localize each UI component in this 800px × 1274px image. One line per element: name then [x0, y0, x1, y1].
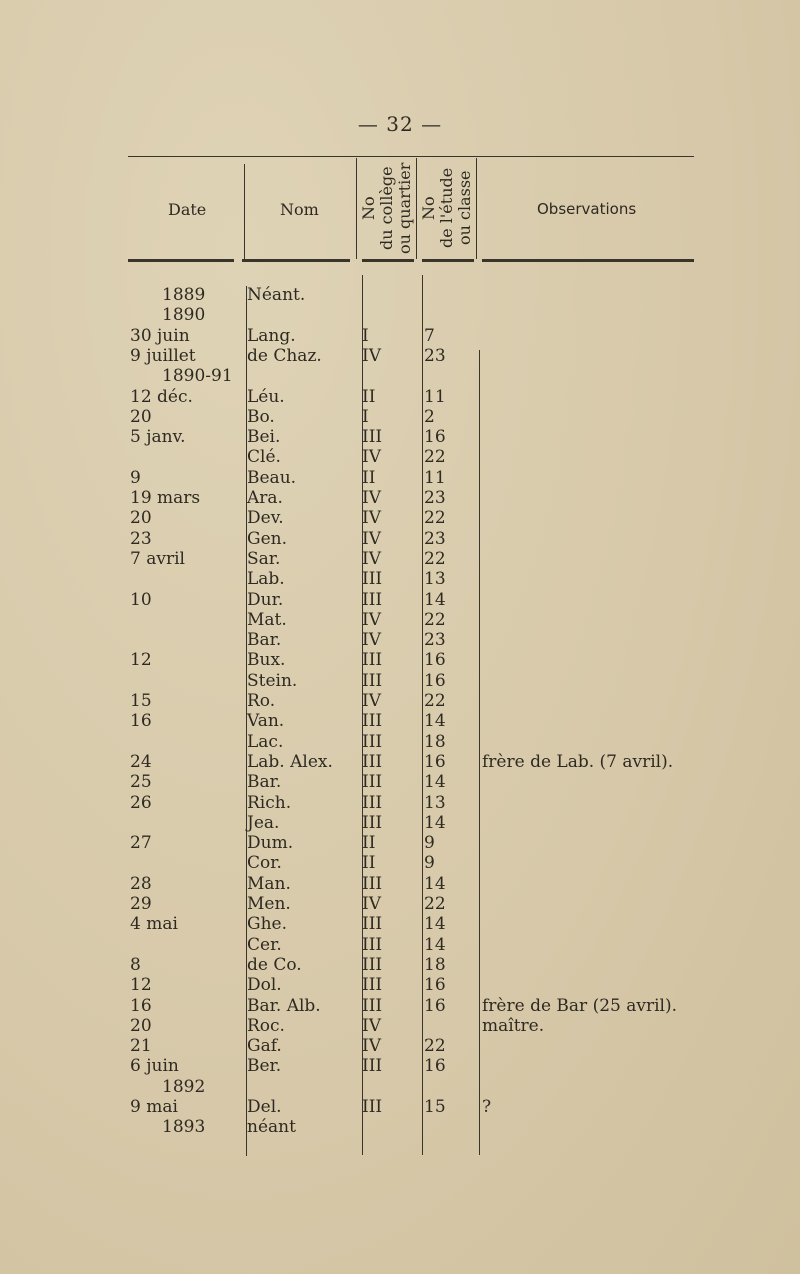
college-cell: III: [362, 569, 383, 590]
college-cell: III: [362, 975, 383, 996]
column-divider: [244, 164, 245, 259]
college-cell: III: [362, 995, 383, 1016]
table-row: [0, 305, 800, 326]
nom-cell: Bar. Alb.: [247, 995, 321, 1016]
nom-cell: Ara.: [247, 488, 283, 508]
date-cell: 16: [130, 711, 152, 732]
table-row: [0, 468, 800, 489]
header-nom: Nom: [280, 200, 319, 219]
college-cell: III: [362, 772, 383, 793]
college-cell: IV: [362, 447, 381, 468]
table-row: [0, 549, 800, 570]
nom-cell: Roc.: [247, 1015, 285, 1036]
classe-cell: 23: [424, 488, 446, 508]
date-cell: 28: [130, 873, 152, 894]
classe-cell: 23: [424, 630, 446, 651]
table-row: [0, 996, 800, 1017]
date-cell: 4 mai: [130, 914, 178, 935]
date-cell: 10: [130, 589, 152, 610]
page-number: — 32 —: [357, 112, 443, 136]
classe-cell: 16: [424, 995, 446, 1016]
college-cell: III: [362, 934, 383, 955]
table-row: [0, 387, 800, 408]
nom-cell: Léu.: [247, 386, 285, 407]
classe-cell: 22: [424, 691, 446, 711]
date-cell: 12 déc.: [130, 386, 193, 407]
college-cell: IV: [362, 508, 381, 529]
classe-cell: 22: [424, 548, 446, 569]
nom-cell: Sar.: [247, 548, 281, 569]
nom-cell: Stein.: [247, 670, 298, 691]
date-cell: 27: [130, 833, 152, 854]
header-bottom-rule: [362, 259, 414, 262]
date-cell: 23: [130, 528, 152, 549]
nom-cell: Van.: [247, 711, 285, 732]
nom-cell: Bux.: [247, 650, 286, 671]
observations-cell: maître.: [482, 1015, 545, 1036]
date-cell: 9 juillet: [130, 345, 196, 366]
date-cell: 12: [130, 650, 152, 671]
college-cell: IV: [362, 1015, 381, 1036]
table-row: [0, 793, 800, 814]
date-cell: 25: [130, 772, 152, 793]
date-cell: 9 mai: [130, 1097, 178, 1117]
college-cell: III: [362, 792, 383, 813]
nom-cell: Ber.: [247, 1056, 282, 1077]
classe-cell: 16: [424, 670, 446, 691]
date-cell: 26: [130, 792, 152, 813]
nom-cell: Lang.: [247, 325, 296, 346]
table-row: [0, 1036, 800, 1057]
classe-cell: 9: [424, 853, 435, 874]
table-row: [0, 691, 800, 712]
table-row: [0, 732, 800, 753]
table-row: [0, 1077, 800, 1098]
classe-cell: 13: [424, 792, 446, 813]
nom-cell: Ghe.: [247, 914, 287, 935]
column-divider: [356, 158, 357, 259]
nom-cell: néant: [247, 1117, 296, 1138]
table-row: [0, 529, 800, 550]
table-row: [0, 1117, 800, 1138]
college-cell: II: [362, 386, 376, 407]
classe-cell: 15: [424, 1097, 446, 1117]
college-cell: II: [362, 833, 376, 854]
table-row: [0, 813, 800, 834]
nom-cell: Gaf.: [247, 1036, 282, 1057]
classe-cell: 14: [424, 589, 446, 610]
nom-cell: Bar.: [247, 772, 282, 793]
nom-cell: Mat.: [247, 609, 287, 630]
table-row: [0, 975, 800, 996]
classe-cell: 18: [424, 954, 446, 975]
header-college: No du collège ou quartier: [359, 162, 414, 254]
table-row: [0, 752, 800, 773]
nom-cell: Del.: [247, 1097, 282, 1117]
table-row: [0, 407, 800, 428]
college-cell: IV: [362, 609, 381, 630]
date-cell: 5 janv.: [130, 427, 186, 448]
college-cell: III: [362, 1056, 383, 1077]
college-cell: II: [362, 853, 376, 874]
classe-cell: 11: [424, 386, 446, 407]
classe-cell: 22: [424, 609, 446, 630]
college-cell: IV: [362, 345, 381, 366]
table-row: [0, 671, 800, 692]
table-row: [0, 650, 800, 671]
nom-cell: Dur.: [247, 589, 284, 610]
classe-cell: 14: [424, 914, 446, 935]
classe-cell: 16: [424, 427, 446, 448]
classe-cell: 11: [424, 467, 446, 488]
table-row: [0, 366, 800, 387]
college-cell: III: [362, 670, 383, 691]
classe-cell: 23: [424, 528, 446, 549]
table-row: [0, 508, 800, 529]
table-row: [0, 1016, 800, 1037]
nom-cell: Men.: [247, 894, 291, 914]
college-cell: III: [362, 650, 383, 671]
observations-cell: frère de Bar (25 avril).: [482, 995, 678, 1016]
nom-cell: de Co.: [247, 954, 302, 975]
college-cell: IV: [362, 528, 381, 549]
observations-cell: ?: [482, 1097, 492, 1117]
classe-cell: 18: [424, 731, 446, 752]
college-cell: III: [362, 427, 383, 448]
nom-cell: Ro.: [247, 691, 276, 711]
table-row: [0, 326, 800, 347]
college-cell: III: [362, 914, 383, 935]
college-cell: II: [362, 467, 376, 488]
date-cell: 8: [130, 954, 141, 975]
table-row: [0, 630, 800, 651]
nom-cell: Bei.: [247, 427, 281, 448]
table-row: [0, 427, 800, 448]
table-row: [0, 447, 800, 468]
date-cell: 1890-91: [162, 366, 233, 387]
college-cell: III: [362, 589, 383, 610]
classe-cell: 2: [424, 406, 435, 427]
date-cell: 24: [130, 751, 152, 772]
table-top-rule: [128, 156, 694, 157]
table-row: [0, 285, 800, 306]
table-row: [0, 1056, 800, 1077]
date-cell: 20: [130, 1015, 152, 1036]
classe-cell: 13: [424, 569, 446, 590]
classe-cell: 23: [424, 345, 446, 366]
classe-cell: 22: [424, 508, 446, 529]
nom-cell: Beau.: [247, 467, 297, 488]
nom-cell: Lab. Alex.: [247, 751, 333, 772]
table-row: [0, 569, 800, 590]
classe-cell: 22: [424, 1036, 446, 1057]
date-cell: 9: [130, 467, 141, 488]
table-row: [0, 711, 800, 732]
table-row: [0, 914, 800, 935]
table-row: [0, 833, 800, 854]
nom-cell: Jea.: [247, 812, 280, 833]
classe-cell: 7: [424, 325, 435, 346]
date-cell: 15: [130, 691, 152, 711]
classe-cell: 14: [424, 873, 446, 894]
college-cell: I: [362, 325, 369, 346]
classe-cell: 22: [424, 894, 446, 914]
college-cell: III: [362, 751, 383, 772]
nom-cell: Dum.: [247, 833, 294, 854]
table-row: [0, 894, 800, 915]
date-cell: 30 juin: [130, 325, 190, 346]
college-cell: IV: [362, 1036, 381, 1057]
date-cell: 6 juin: [130, 1056, 179, 1077]
classe-cell: 16: [424, 975, 446, 996]
nom-cell: Néant.: [247, 285, 306, 305]
date-cell: 20: [130, 508, 152, 529]
table-row: [0, 955, 800, 976]
college-cell: III: [362, 873, 383, 894]
nom-cell: Lab.: [247, 569, 285, 590]
nom-cell: Gen.: [247, 528, 287, 549]
table-row: [0, 590, 800, 611]
date-cell: 1892: [162, 1076, 206, 1097]
date-cell: 16: [130, 995, 152, 1016]
classe-cell: 9: [424, 833, 435, 854]
college-cell: IV: [362, 488, 381, 508]
table-row: [0, 874, 800, 895]
date-cell: 19 mars: [130, 488, 201, 508]
college-cell: IV: [362, 630, 381, 651]
table-row: [0, 853, 800, 874]
classe-cell: 14: [424, 812, 446, 833]
nom-cell: Rich.: [247, 792, 292, 813]
header-observations: Observations: [537, 200, 637, 218]
date-cell: 29: [130, 894, 152, 914]
nom-cell: Lac.: [247, 731, 284, 752]
nom-cell: Clé.: [247, 447, 281, 468]
college-cell: III: [362, 711, 383, 732]
date-cell: 7 avril: [130, 548, 185, 569]
date-cell: 1893: [162, 1117, 206, 1138]
nom-cell: Dev.: [247, 508, 284, 529]
header-bottom-rule: [482, 259, 694, 262]
college-cell: I: [362, 406, 369, 427]
table-row: [0, 488, 800, 509]
header-date: Date: [168, 200, 207, 219]
column-divider: [476, 158, 477, 259]
classe-cell: 14: [424, 934, 446, 955]
observations-cell: frère de Lab. (7 avril).: [482, 751, 674, 772]
nom-cell: Bo.: [247, 406, 275, 427]
date-cell: 20: [130, 406, 152, 427]
header-bottom-rule: [128, 259, 234, 262]
column-divider: [416, 158, 417, 259]
table-row: [0, 610, 800, 631]
table-row: [0, 346, 800, 367]
classe-cell: 16: [424, 1056, 446, 1077]
date-cell: 21: [130, 1036, 152, 1057]
nom-cell: Dol.: [247, 975, 282, 996]
header-classe: No de l'étude ou classe: [419, 167, 474, 249]
college-cell: IV: [362, 691, 381, 711]
date-cell: 1889: [162, 285, 206, 305]
nom-cell: Man.: [247, 873, 291, 894]
header-bottom-rule: [422, 259, 474, 262]
classe-cell: 22: [424, 447, 446, 468]
date-cell: 1890: [162, 305, 206, 326]
table-row: [0, 1097, 800, 1118]
college-cell: III: [362, 812, 383, 833]
college-cell: IV: [362, 548, 381, 569]
college-cell: III: [362, 1097, 383, 1117]
nom-cell: Cer.: [247, 934, 282, 955]
classe-cell: 16: [424, 751, 446, 772]
table-row: [0, 935, 800, 956]
nom-cell: Bar.: [247, 630, 282, 651]
date-cell: 12: [130, 975, 152, 996]
classe-cell: 16: [424, 650, 446, 671]
classe-cell: 14: [424, 711, 446, 732]
table-row: [0, 772, 800, 793]
college-cell: III: [362, 954, 383, 975]
nom-cell: Cor.: [247, 853, 282, 874]
nom-cell: de Chaz.: [247, 345, 322, 366]
classe-cell: 14: [424, 772, 446, 793]
header-bottom-rule: [242, 259, 350, 262]
college-cell: IV: [362, 894, 381, 914]
college-cell: III: [362, 731, 383, 752]
